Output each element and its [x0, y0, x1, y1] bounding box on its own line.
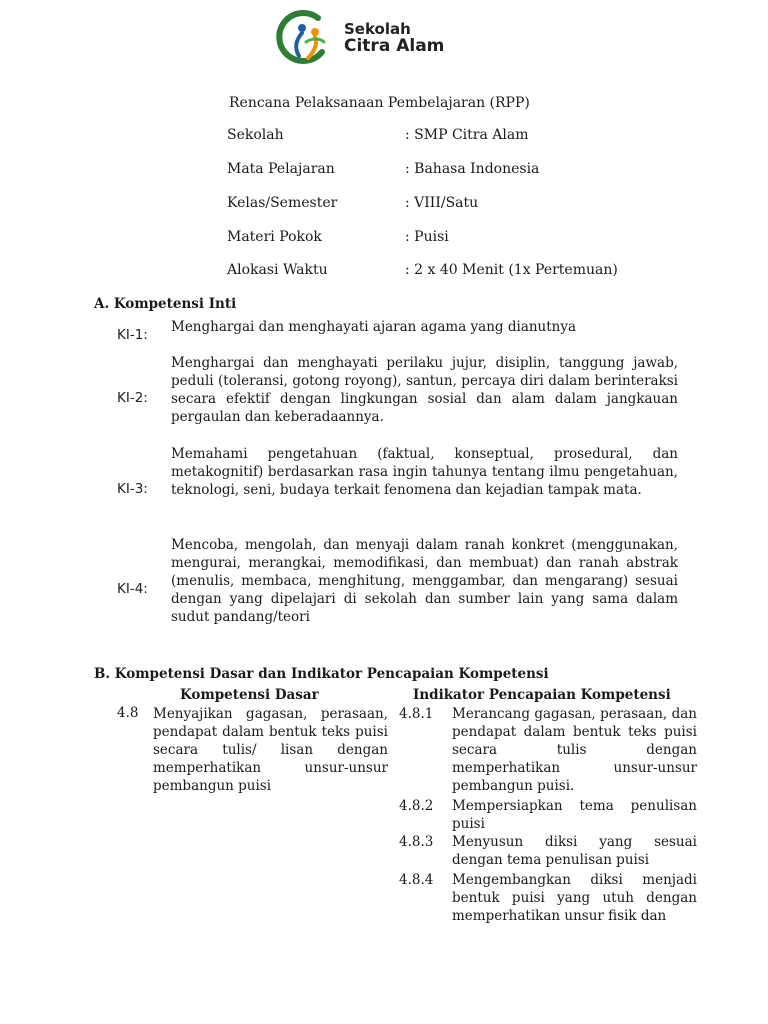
indikator-header: Indikator Pencapaian Kompetensi — [413, 687, 671, 703]
ki-4-text: Mencoba, mengolah, dan menyaji dalam ranah konkret (menggunakan, mengurai, merangkai, memodifikasi, dan membuat) dan ranah abstrak (menulis, membaca, menghitung, menggambar, dan mengarang) sesuai dengan yang dipelajari di sekolah dan sumber lain yang sama dalam sudut pandang/teori — [171, 537, 678, 625]
logo-text-sekolah: Sekolah — [344, 20, 411, 38]
ki-3-text: Memahami pengetahuan (faktual, konseptual, prosedural, dan metakognitif) berdasarkan rasa ingin tahunya tentang ilmu pengetahuan, teknologi, seni, budaya terkait fenomena dan kejadian tampak mata. — [171, 446, 678, 498]
info-value: : SMP Citra Alam — [405, 127, 529, 143]
ki-2-label: KI-2: — [117, 390, 148, 406]
info-label: Mata Pelajaran — [227, 161, 335, 177]
logo-text-citra-alam: Citra Alam — [344, 36, 445, 56]
document-title: Rencana Pelaksanaan Pembelajaran (RPP) — [229, 95, 530, 111]
kd-number: 4.8 — [117, 705, 139, 721]
info-label: Alokasi Waktu — [227, 262, 328, 278]
info-value: : Puisi — [405, 229, 449, 245]
ki-3-label: KI-3: — [117, 481, 148, 497]
info-label: Kelas/Semester — [227, 195, 338, 211]
info-label: Sekolah — [227, 127, 284, 143]
kompetensi-dasar-header: Kompetensi Dasar — [180, 687, 319, 703]
ki-2-text: Menghargai dan menghayati perilaku jujur, disiplin, tanggung jawab, peduli (toleransi, gotong royong), santun, percaya diri dalam berinteraksi secara efektif dengan lingkungan sosial dan alam dalam jangkauan pergaulan dan keberadaannya. — [171, 355, 678, 425]
ki-4-label: KI-4: — [117, 581, 148, 597]
school-logo — [272, 8, 462, 68]
indicator-number: 4.8.2 — [399, 798, 434, 814]
indicator-number: 4.8.4 — [399, 872, 434, 888]
info-label: Materi Pokok — [227, 229, 322, 245]
indicator-number: 4.8.3 — [399, 834, 434, 850]
indicator-text: Mempersiapkan tema penulisan puisi — [452, 798, 697, 832]
info-value: : VIII/Satu — [405, 195, 479, 211]
kd-text: Menyajikan gagasan, perasaan, pendapat dalam bentuk teks puisi secara tulis/ lisan dengan memperhatikan unsur-unsur pembangun puisi — [153, 706, 388, 794]
indicator-text: Merancang gagasan, perasaan, dan pendapat dalam bentuk teks puisi secara tulis dengan memperhatikan unsur-unsur pembangun puisi. — [452, 706, 697, 794]
ki-1-label: KI-1: — [117, 327, 148, 343]
info-value: : 2 x 40 Menit (1x Pertemuan) — [405, 262, 618, 278]
indicator-number: 4.8.1 — [399, 706, 434, 722]
info-value: : Bahasa Indonesia — [405, 161, 540, 177]
section-a-heading: A. Kompetensi Inti — [94, 296, 237, 312]
indicator-text: Menyusun diksi yang sesuai dengan tema penulisan puisi — [452, 834, 697, 868]
school-emblem-icon — [272, 8, 336, 68]
ki-1-text: Menghargai dan menghayati ajaran agama yang dianutnya — [171, 319, 577, 335]
indicator-text: Mengembangkan diksi menjadi bentuk puisi yang utuh dengan memperhatikan unsur fisik dan — [452, 872, 697, 924]
section-b-heading: B. Kompetensi Dasar dan Indikator Pencapaian Kompetensi — [94, 666, 549, 682]
